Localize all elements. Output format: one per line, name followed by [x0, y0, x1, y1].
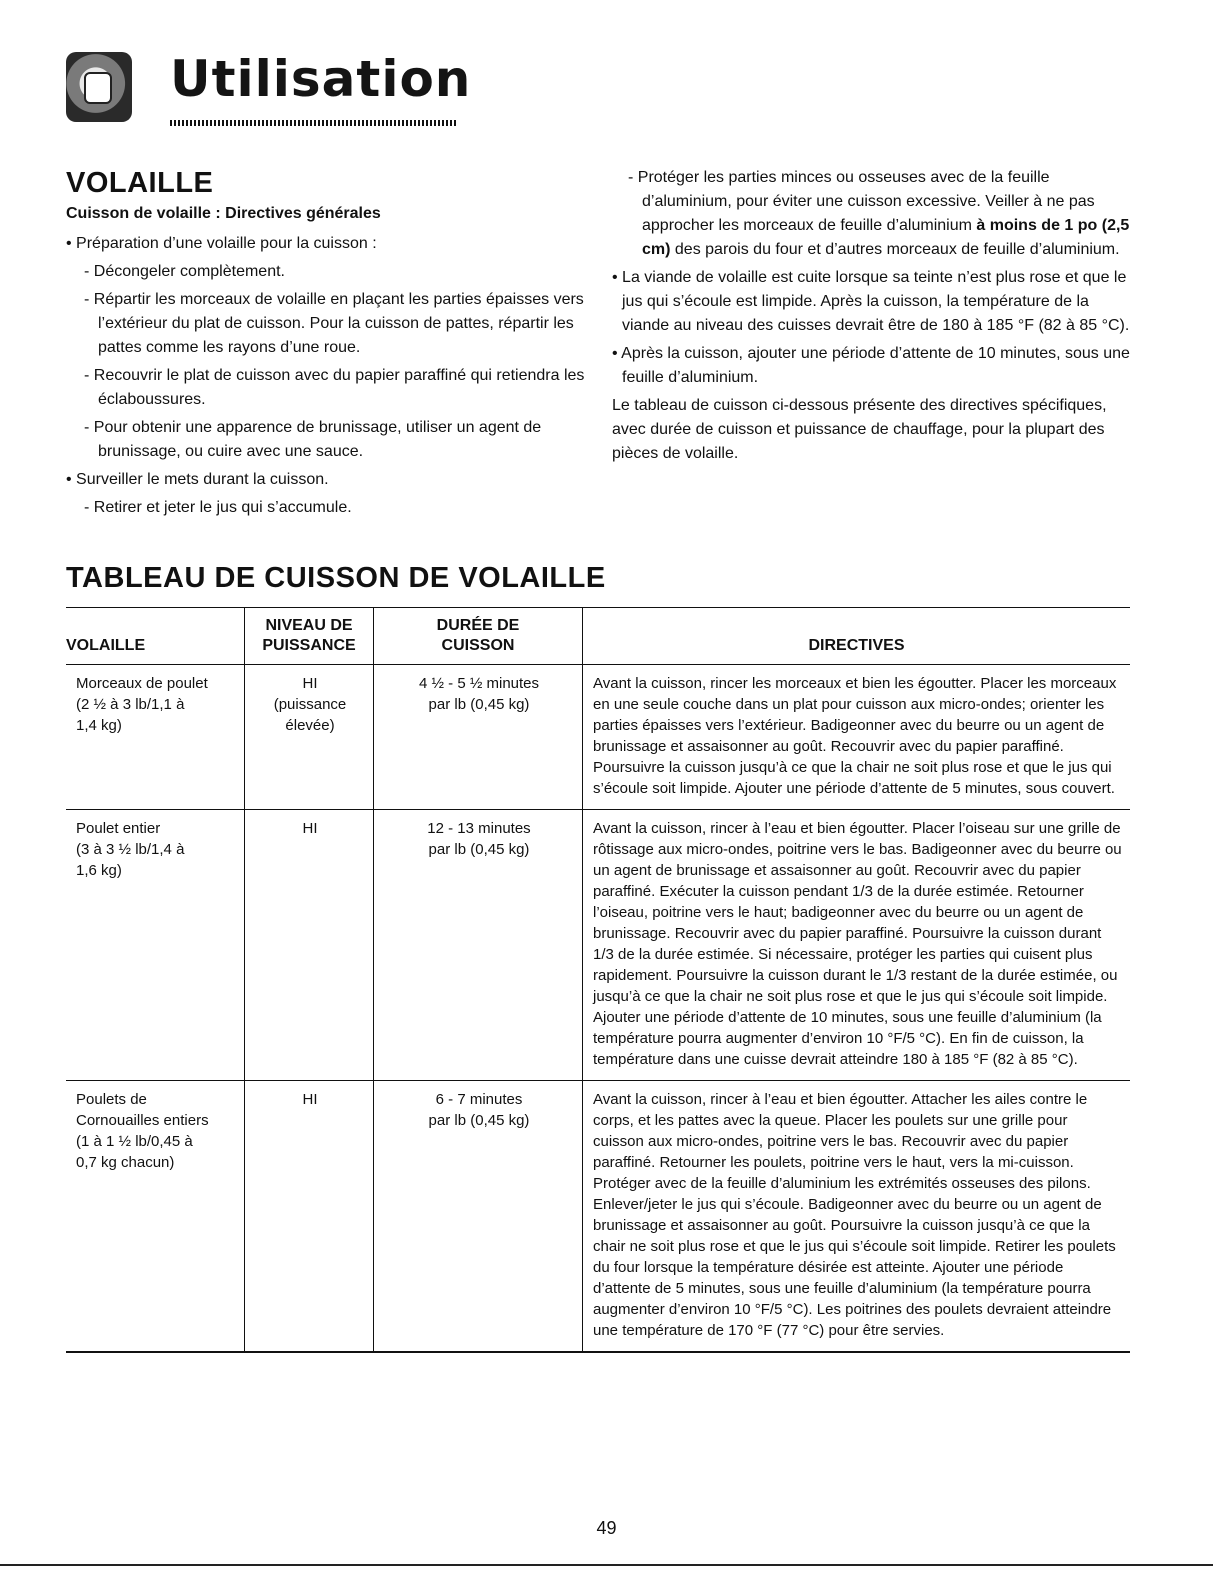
table-header-row	[66, 608, 1130, 665]
dash-bold-text: à moins de 1 po (2,5 cm)	[642, 217, 1130, 258]
cell-volaille: Poulet entier (3 à 3 ½ lb/1,4 à 1,6 kg)	[66, 810, 245, 1081]
bullet-item: • Préparation d’une volaille pour la cuisson :	[66, 235, 377, 252]
bottom-rule	[0, 1564, 1213, 1566]
cell-directives: Avant la cuisson, rincer les morceaux et bien les égoutter. Placer les morceaux en une seule couche dans un plat pour cuisson aux micro-ondes; orienter les parties épaisses vers l’extérieur. Badigeonner avec du beurre ou un agent de brunissage et assaisonner au goût. Recouvrir avec du papier paraffiné. Poursuivre la cuisson jusqu’à ce que la chair ne soit plus rose et que le jus qui s’écoule soit limpide. Ajouter une période d’attente de 5 minutes, sous couvert.	[583, 665, 1131, 810]
dash-item: - Pour obtenir une apparence de brunissage, utiliser un agent de brunissage, ou cuire avec une sauce.	[84, 419, 542, 460]
header-volaille: VOLAILLE	[66, 608, 245, 665]
cooking-table	[66, 607, 1130, 1353]
oven-logo-icon	[66, 52, 132, 122]
header-puissance: NIVEAU DE PUISSANCE	[245, 608, 374, 665]
cell-duree: 4 ½ - 5 ½ minutes par lb (0,45 kg)	[374, 665, 583, 810]
page-number: 49	[596, 1518, 617, 1538]
cell-duree: 12 - 13 minutes par lb (0,45 kg)	[374, 810, 583, 1081]
bullet-item: • Surveiller le mets durant la cuisson.	[66, 471, 329, 488]
paragraph: Le tableau de cuisson ci-dessous présente des directives spécifiques, avec durée de cuisson et puissance de chauffage, pour la plupart des pièces de volaille.	[612, 397, 1107, 462]
header-duree: DURÉE DE CUISSON	[374, 608, 583, 665]
right-column	[612, 166, 1132, 470]
cell-puissance: HI	[245, 810, 374, 1081]
left-column	[66, 166, 586, 524]
cell-volaille: Poulets de Cornouailles entiers (1 à 1 ½ lb/0,45 à 0,7 kg chacun)	[66, 1081, 245, 1353]
header-directives: DIRECTIVES	[583, 608, 1131, 665]
dash-item	[612, 166, 1132, 262]
header-rule	[170, 120, 456, 126]
dash-text: - Protéger les parties minces ou osseuses avec de la feuille d’aluminium, pour éviter une cuisson excessive. Veiller à ne pas approcher les morceaux de feuille d’aluminium	[628, 169, 1095, 234]
section-heading: VOLAILLE	[66, 167, 214, 199]
header-title: Utilisation	[170, 50, 472, 108]
dash-item: - Répartir les morceaux de volaille en plaçant les parties épaisses vers l’extérieur du plat de cuisson. Pour la cuisson de pattes, répartir les pattes comme les rayons d’une roue.	[84, 291, 584, 356]
dash-item: - Recouvrir le plat de cuisson avec du papier paraffiné qui retiendra les éclaboussures.	[84, 367, 585, 408]
cell-volaille: Morceaux de poulet (2 ½ à 3 lb/1,1 à 1,4 kg)	[66, 665, 245, 810]
section-subheading: Cuisson de volaille : Directives générales	[66, 205, 381, 222]
cell-puissance: HI	[245, 1081, 374, 1353]
table-row	[66, 665, 1130, 810]
cell-duree: 6 - 7 minutes par lb (0,45 kg)	[374, 1081, 583, 1353]
cell-directives: Avant la cuisson, rincer à l’eau et bien égoutter. Placer l’oiseau sur une grille de rôtissage aux micro-ondes, poitrine vers le bas. Badigeonner avec du beurre ou un agent de brunissage et assaisonner au goût. Recouvrir avec du papier paraffiné. Exécuter la cuisson pendant 1/3 de la durée estimée. Retourner l’oiseau, poitrine vers le haut; badigeonner avec du beurre ou un agent de brunissage. Recouvrir avec du papier paraffiné. Poursuivre la cuisson durant 1/3 de la durée estimée. Si nécessaire, protéger les parties qui cuisent plus rapidement. Poursuivre la cuisson durant le 1/3 restant de la durée estimée, ou jusqu’à ce que la chair ne soit plus rose et que le jus qui s’écoule soit limpide. Ajouter une période d’attente de 10 minutes, sous une feuille d’aluminium (la température pourra augmenter d’environ 10 °F/5 °C). En fin de cuisson, la température dans une cuisse devrait atteindre 180 à 185 °F (82 à 85 °C).	[583, 810, 1131, 1081]
table-title: TABLEAU DE CUISSON DE VOLAILLE	[66, 562, 606, 594]
cell-directives: Avant la cuisson, rincer à l’eau et bien égoutter. Attacher les ailes contre le corps, et les pattes avec la queue. Placer les poulets sur une grille pour cuisson aux micro-ondes, poitrine vers le bas. Recouvrir avec du papier paraffiné. Retourner les poulets, poitrine vers le haut, vers la mi-cuisson. Protéger avec de la feuille d’aluminium les extrémités osseuses des pilons. Enlever/jeter le jus qui s’écoule. Badigeonner avec du beurre ou un agent de brunissage et assaisonner au goût. Poursuivre la cuisson jusqu’à ce que la chair ne soit plus rose et que le jus qui s’écoule soit limpide. Retirer les poulets du four lorsque la température désirée est atteinte. Ajouter une période d’attente de 5 minutes, sous une feuille d’aluminium (la température pourra augmenter d’environ 10 °F/5 °C). Les poitrines des poulets devraient atteindre une température de 170 °F (77 °C) pour être servies.	[583, 1081, 1131, 1353]
table-row	[66, 810, 1130, 1081]
page-header	[66, 50, 472, 132]
dash-item: - Retirer et jeter le jus qui s’accumule.	[84, 499, 352, 516]
bullet-item: • La viande de volaille est cuite lorsque sa teinte n’est plus rose et que le jus qui s’écoule est limpide. Après la cuisson, la température de la viande au niveau des cuisses devrait être de 180 à 185 °F (82 à 85 °C).	[612, 269, 1130, 334]
dash-item: - Décongeler complètement.	[84, 263, 285, 280]
dash-text: des parois du four et d’autres morceaux de feuille d’aluminium.	[670, 241, 1120, 258]
bullet-item: • Après la cuisson, ajouter une période d’attente de 10 minutes, sous une feuille d’aluminium.	[612, 345, 1130, 386]
table-row	[66, 1081, 1130, 1353]
cell-puissance: HI (puissance élevée)	[245, 665, 374, 810]
